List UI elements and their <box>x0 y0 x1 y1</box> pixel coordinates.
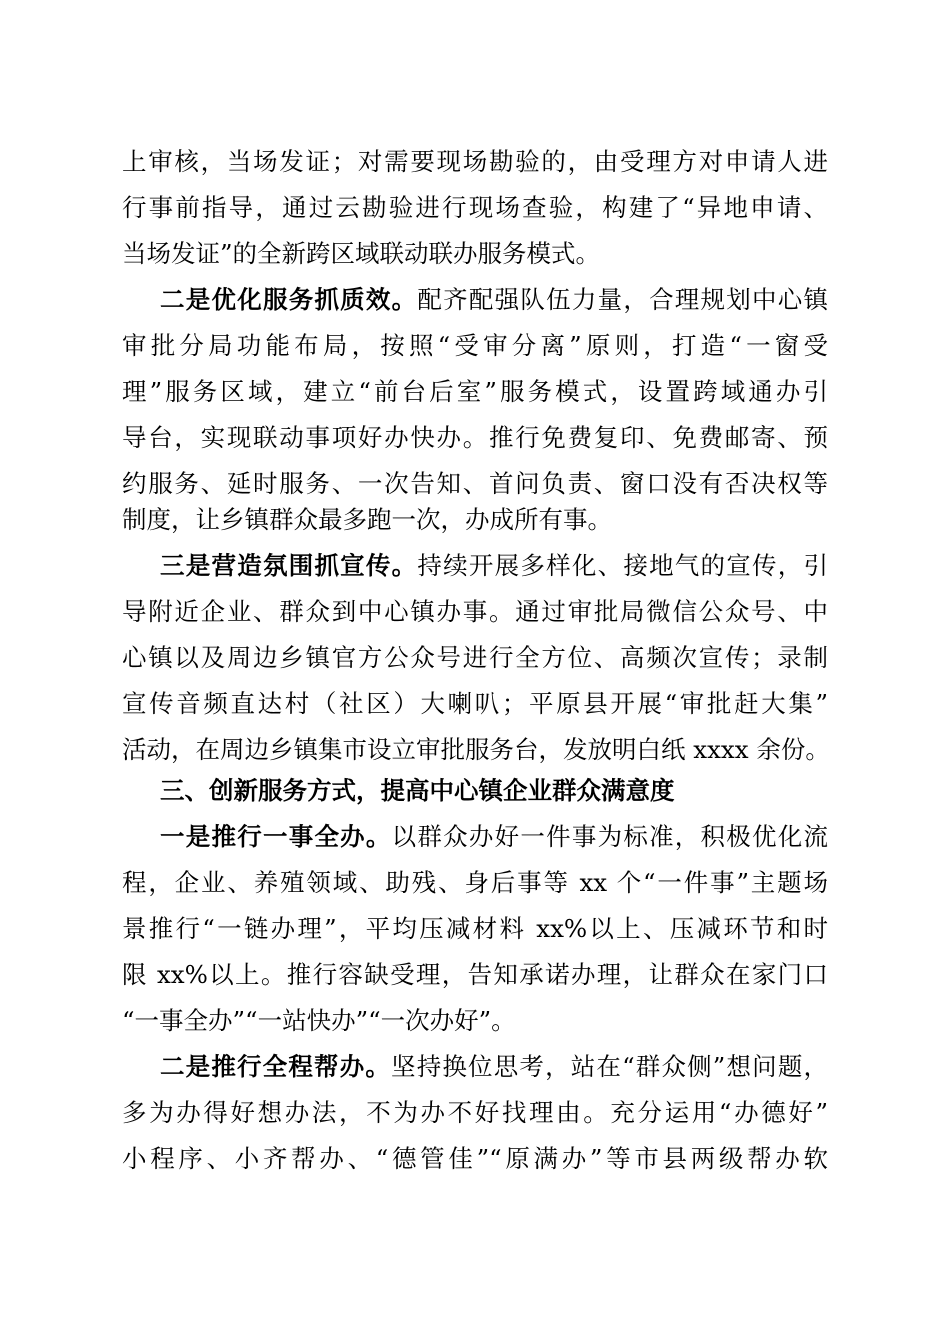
para4-line-1 <box>160 822 828 852</box>
section-heading: 三、创新服务方式，提高中心镇企业群众满意度 <box>160 776 675 805</box>
para4-line-2: 程，企业、养殖领域、助残、身后事等 xx 个“一件事”主题场 <box>122 868 828 897</box>
para5-first-rest: 坚持换位思考，站在“群众侧”想问题， <box>391 1052 828 1081</box>
para3-first-rest: 持续开展多样化、接地气的宣传，引 <box>417 551 829 580</box>
para2-lead: 二是优化服务抓质效。 <box>160 285 418 314</box>
para3-line-4: 宣传音频直达村（社区）大喇叭；平原县开展“审批赶大集” <box>122 689 828 718</box>
para3-line-1 <box>160 551 828 581</box>
para3-line-2: 导附近企业、群众到中心镇办事。通过审批局微信公众号、中 <box>122 597 828 626</box>
para2-line-6: 制度，让乡镇群众最多跑一次，办成所有事。 <box>122 505 612 534</box>
para3-lead: 三是营造氛围抓宣传。 <box>160 551 418 580</box>
para2-first-rest: 配齐配强队伍力量，合理规划中心镇 <box>417 285 829 314</box>
para5-lead: 二是推行全程帮办。 <box>160 1052 392 1081</box>
para1-line-1: 上审核，当场发证；对需要现场勘验的，由受理方对申请人进 <box>122 147 828 176</box>
para2-line-2: 审批分局功能布局，按照“受审分离”原则，打造“一窗受 <box>122 331 828 360</box>
para5-line-1 <box>160 1052 828 1082</box>
para2-line-1 <box>160 285 828 315</box>
para5-line-2: 多为办得好想办法，不为办不好找理由。充分运用“办德好” <box>122 1098 828 1127</box>
para2-line-5: 约服务、延时服务、一次告知、首问负责、窗口没有否决权等 <box>122 469 828 498</box>
para3-line-5: 活动，在周边乡镇集市设立审批服务台，发放明白纸 xxxx 余份。 <box>122 735 830 764</box>
para4-line-4: 限 xx%以上。推行容缺受理，告知承诺办理，让群众在家门口 <box>122 960 828 989</box>
para4-line-5: “一事全办”“一站快办”“一次办好”。 <box>122 1006 516 1035</box>
para3-line-3: 心镇以及周边乡镇官方公众号进行全方位、高频次宣传；录制 <box>122 643 828 672</box>
para1-line-2: 行事前指导，通过云勘验进行现场查验，构建了“异地申请、 <box>122 193 828 222</box>
para4-first-rest: 以群众办好一件事为标准，积极优化流 <box>391 822 829 851</box>
para2-line-4: 导台，实现联动事项好办快办。推行免费复印、免费邮寄、预 <box>122 423 828 452</box>
para1-line-3: 当场发证”的全新跨区域联动联办服务模式。 <box>122 239 601 268</box>
para2-line-3: 理”服务区域，建立“前台后室”服务模式，设置跨域通办引 <box>122 377 828 406</box>
para5-line-3: 小程序、小齐帮办、“德管佳”“原满办”等市县两级帮办软 <box>122 1144 828 1173</box>
para4-line-3: 景推行“一链办理”，平均压减材料 xx%以上、压减环节和时 <box>122 914 828 943</box>
para4-lead: 一是推行一事全办。 <box>160 822 392 851</box>
